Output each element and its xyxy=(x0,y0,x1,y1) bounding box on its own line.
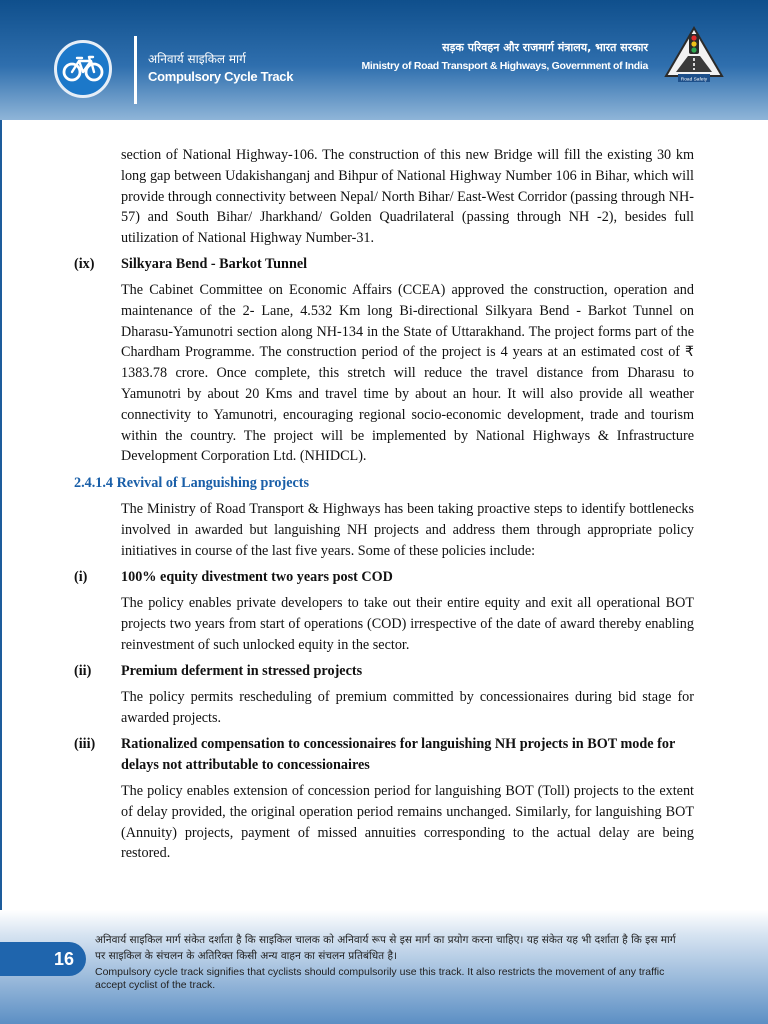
policy-title-i: 100% equity divestment two years post COD xyxy=(121,569,393,585)
policy-text-i: The policy enables private developers to take out their entire equity and exit all operational BOT projects two years from start of operations (COD) irrespective of the date of award thereby enabling reinvestment of such unlocked equity in the sector. xyxy=(121,595,694,653)
policy-number-ii: (ii) xyxy=(74,663,92,679)
item-text-ix: The Cabinet Committee on Economic Affairs (CCEA) approved the construction, operation and maintenance of the 2- Lane, 4.532 Km long Bi-directional Silkyara Bend - Barkot Tunnel on Dharasu-Yamunotri section along NH-134 in the State of Uttarakhand. The project forms part of the Chardham Programme. The construction period of the project is 4 years at an estimated cost of ₹ 1383.78 crore. Once complete, this stretch will reduce the travel distance from Dharasu to Yamunotri by about 20 Kms and travel time by about an hour. It will also provide all weather connectivity to Yamunotri, encouraging regional socio-economic development, trade and tourism within the country. The project will be implemented by National Highways & Infrastructure Development Corporation Ltd. (NHIDCL). xyxy=(121,282,694,465)
cycle-track-sign xyxy=(54,40,112,98)
footer-note-english: Compulsory cycle track signifies that cyclists should compulsorily use this track. It also restricts the movement of any traffic accept cyclist of the track. xyxy=(95,966,665,991)
ministry-name-hindi: सड़क परिवहन और राजमार्ग मंत्रालय, भारत सरकार xyxy=(442,41,648,54)
policy-text-ii: The policy permits rescheduling of premium committed by concessionaires during bid stage for awarded projects. xyxy=(121,689,694,726)
item-title-ix: Silkyara Bend - Barkot Tunnel xyxy=(121,256,308,272)
policy-title-ii: Premium deferment in stressed projects xyxy=(121,663,363,679)
item-number-ix: (ix) xyxy=(74,256,95,272)
footer-note-hindi: अनिवार्य साइकिल मार्ग संकेत दर्शाता है कि साइकिल चालक को अनिवार्य रूप से इस मार्ग का प्रयोग करना चाहिए। यह संकेत यह भी दर्शाता है कि इस मार्ग पर साइकिल के संचलन के अतिरिक्त किसी अन्य वाहन का संचलन प्रतिबंधित है। xyxy=(95,934,676,962)
logo-caption: Road Safety xyxy=(680,77,708,83)
policy-title-iii: Rationalized compensation to concessionaires for languishing NH projects in BOT mode for delays not attributable to concessionaires xyxy=(121,736,675,773)
header-title-english: Compulsory Cycle Track xyxy=(148,69,294,84)
policy-number-i: (i) xyxy=(74,569,88,585)
section-intro: The Ministry of Road Transport & Highways has been taking proactive steps to identify bottlenecks involved in awarded but languishing NH projects and address them through appropriate policy initiatives in course of the last five years. Some of these policies include: xyxy=(121,501,694,559)
header-title-hindi: अनिवार्य साइकिल मार्ग xyxy=(148,52,246,66)
section-heading: 2.4.1.4 Revival of Languishing projects xyxy=(74,475,310,491)
road-safety-logo xyxy=(664,26,724,84)
policy-text-iii: The policy enables extension of concession period for languishing BOT (Toll) projects to the extent of delay provided, the original operation period remains unchanged. Similarly, for languishing BOT (Annuity) projects, payment of missed annuities corresponding to the actual delay are being restored. xyxy=(121,783,694,862)
page-number: 16 xyxy=(0,942,86,976)
bicycle-icon xyxy=(62,55,104,83)
header-divider xyxy=(134,36,137,104)
ministry-name-english: Ministry of Road Transport & Highways, Government of India xyxy=(361,60,648,72)
intro-paragraph: section of National Highway-106. The construction of this new Bridge will fill the existing 30 km long gap between Udakishanganj and Bihpur of National Highway Number 106 in Bihar, which will provide through connectivity between Nepal/ North Bihar/ East-West Corridor (passing through NH- 57) and South Bihar/ Jharkhand/ Golden Quadrilateral (passing through NH -2), besides full utilization of National Highway Number-31. xyxy=(121,147,694,247)
policy-number-iii: (iii) xyxy=(74,736,96,752)
page-margin-line xyxy=(0,120,2,910)
